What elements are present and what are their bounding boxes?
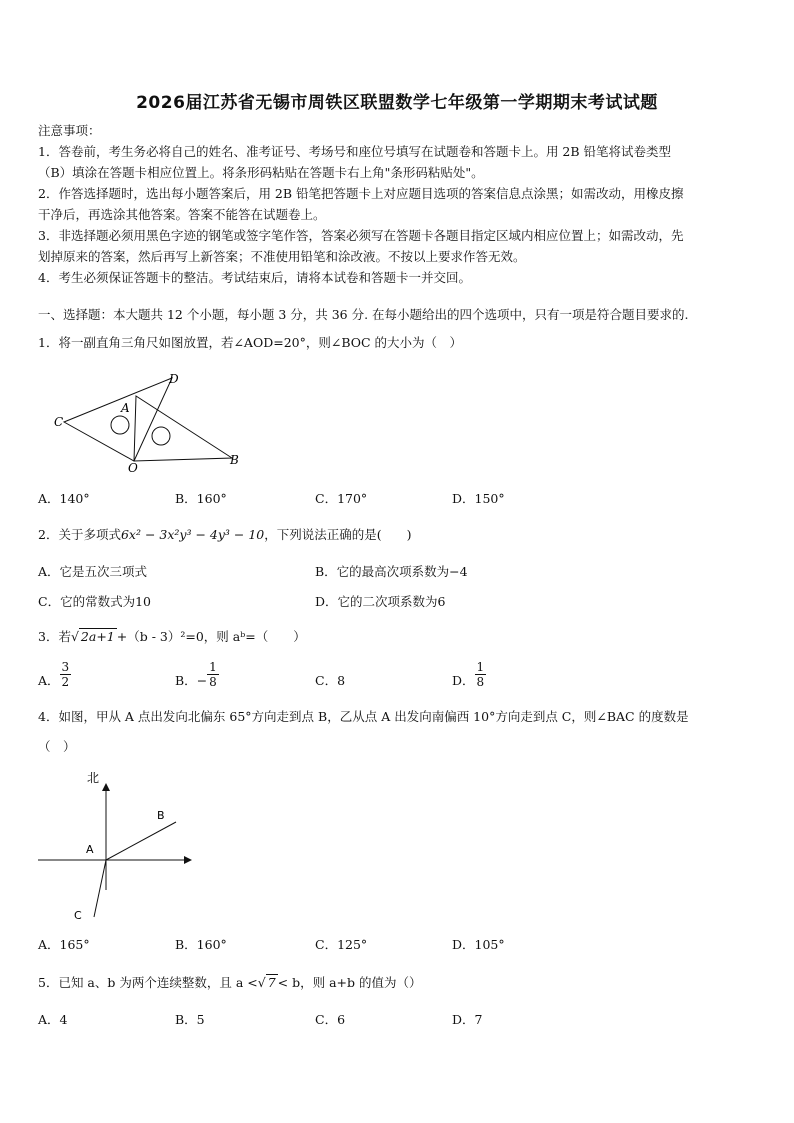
option-b[interactable]: B．5 [175, 1012, 205, 1027]
q3-middle: +（b - 3）²=0，则 aᵇ=（ ） [116, 629, 306, 644]
question-1-stem: 1．将一副直角三角尺如图放置，若∠AOD=20°，则∠BOC 的大小为（ ） [38, 335, 463, 350]
option-a[interactable]: A．165° [38, 937, 90, 952]
option-b[interactable] [175, 660, 219, 689]
ray-ab [106, 822, 176, 860]
option-a[interactable]: A．4 [38, 1012, 68, 1027]
page-title: 2026届江苏省无锡市周铁区联盟数学七年级第一学期期末考试试题 [136, 93, 658, 113]
q5-radicand: 7 [267, 975, 276, 990]
notes-line: （B）填涂在答题卡相应位置上。将条形码粘贴在答题卡右上角"条形码粘贴处"。 [38, 165, 484, 180]
q1-figure [50, 370, 250, 475]
option-b[interactable]: B．160° [175, 937, 227, 952]
fraction-denominator: 8 [476, 675, 485, 689]
q2-options-row1 [38, 562, 758, 582]
label-c: C [54, 415, 64, 429]
label-c: C [74, 909, 82, 922]
option-letter: B． [175, 673, 197, 688]
option-c[interactable]: C．6 [315, 1012, 346, 1027]
option-a[interactable]: A．140° [38, 491, 90, 506]
notes-line: 4．考生必须保证答题卡的整洁。考试结束后，请将本试卷和答题卡一并交回。 [38, 270, 471, 285]
notes-block [38, 120, 758, 288]
ray-ac [94, 860, 106, 917]
option-fraction [60, 660, 72, 689]
question-5-stem [38, 973, 758, 991]
notes-line: 1．答卷前，考生务必将自己的姓名、准考证号、考场号和座位号填写在试题卷和答题卡上。用 2B 铅笔将试卷类型 [38, 144, 672, 159]
q4-options [38, 935, 758, 955]
q2-prefix: 2．关于多项式 [38, 527, 121, 542]
sqrt-sign: √ [70, 629, 79, 644]
option-c[interactable]: C．170° [315, 491, 368, 506]
question-4-stem: 4．如图，甲从 A 点出发向北偏东 65°方向走到点 B，乙从点 A 出发向南偏西 10°方向走到点 C，则∠BAC 的度数是 [38, 709, 689, 724]
option-a[interactable]: A．它是五次三项式 [38, 564, 148, 579]
notes-line: 3．非选择题必须用黑色字迹的钢笔或签字笔作答，答案必须写在答题卡各题目指定区域内相应位置上；如需改动，先 [38, 228, 684, 243]
option-fraction [475, 660, 487, 689]
fraction-numerator: 3 [61, 660, 70, 674]
label-north: 北 [87, 771, 100, 785]
q4-figure [35, 765, 200, 925]
q2-polynomial: 6x² − 3x²y³ − 4y³ − 10 [120, 527, 265, 542]
q1-options [38, 489, 758, 509]
q3-prefix: 3．若 [38, 629, 71, 644]
option-letter: A． [38, 673, 60, 688]
q2-options-row2 [38, 592, 758, 612]
label-a: A [86, 843, 94, 856]
option-sign: − [196, 673, 208, 688]
label-o: O [128, 461, 138, 475]
q5-prefix: 5．已知 a、b 为两个连续整数，且 a < [38, 975, 258, 990]
option-letter: C． [315, 673, 338, 688]
q5-options [38, 1010, 758, 1030]
fraction-numerator: 1 [209, 660, 217, 674]
option-c[interactable] [315, 671, 345, 689]
hole-circle [152, 427, 170, 445]
label-d: D [169, 372, 179, 386]
triangle-ocd [64, 378, 172, 461]
sqrt-sign: √ [257, 975, 266, 990]
section-heading: 一、选择题：本大题共 12 个小题，每小题 3 分，共 36 分. 在每小题给出的四个选项中，只有一项是符合题目要求的. [38, 307, 689, 322]
option-d[interactable]: D．它的二次项系数为6 [315, 594, 446, 609]
option-d[interactable] [452, 660, 486, 689]
option-d[interactable]: D．7 [452, 1012, 483, 1027]
option-value: 8 [337, 673, 346, 688]
label-b: B [230, 453, 239, 467]
option-fraction [207, 660, 219, 689]
option-a[interactable] [38, 660, 71, 689]
question-4-stem-cont: （ ） [38, 739, 76, 754]
option-c[interactable]: C．125° [315, 937, 368, 952]
notes-line: 2．作答选择题时，选出每小题答案后，用 2B 铅笔把答题卡上对应题目选项的答案信息点涂黑；如需改动，用橡皮擦 [38, 186, 684, 201]
fraction-numerator: 1 [476, 660, 485, 674]
option-letter: D． [452, 673, 475, 688]
option-d[interactable]: D．105° [452, 937, 505, 952]
q3-options [38, 660, 758, 696]
notes-line: 划掉原来的答案，然后再写上新答案；不准使用铅笔和涂改液。不按以上要求作答无效。 [38, 249, 526, 264]
option-d[interactable]: D．150° [452, 491, 505, 506]
option-c[interactable]: C．它的常数式为10 [38, 594, 151, 609]
fraction-denominator: 8 [209, 675, 217, 689]
question-2-stem [38, 525, 758, 543]
notes-line: 干净后，再选涂其他答案。答案不能答在试题卷上。 [38, 207, 326, 222]
hole-circle [111, 416, 129, 434]
q5-suffix: < b，则 a+b 的值为（） [277, 975, 422, 990]
question-3-stem [38, 627, 758, 645]
option-b[interactable]: B．160° [175, 491, 227, 506]
q3-radicand: 2a+1 [80, 629, 115, 644]
label-a: A [121, 401, 130, 415]
option-b[interactable]: B．它的最高次项系数为−4 [315, 564, 468, 579]
label-b: B [157, 809, 165, 822]
fraction-denominator: 2 [61, 675, 70, 689]
notes-heading: 注意事项： [38, 123, 101, 138]
q2-suffix: ，下列说法正确的是( ) [264, 527, 412, 542]
